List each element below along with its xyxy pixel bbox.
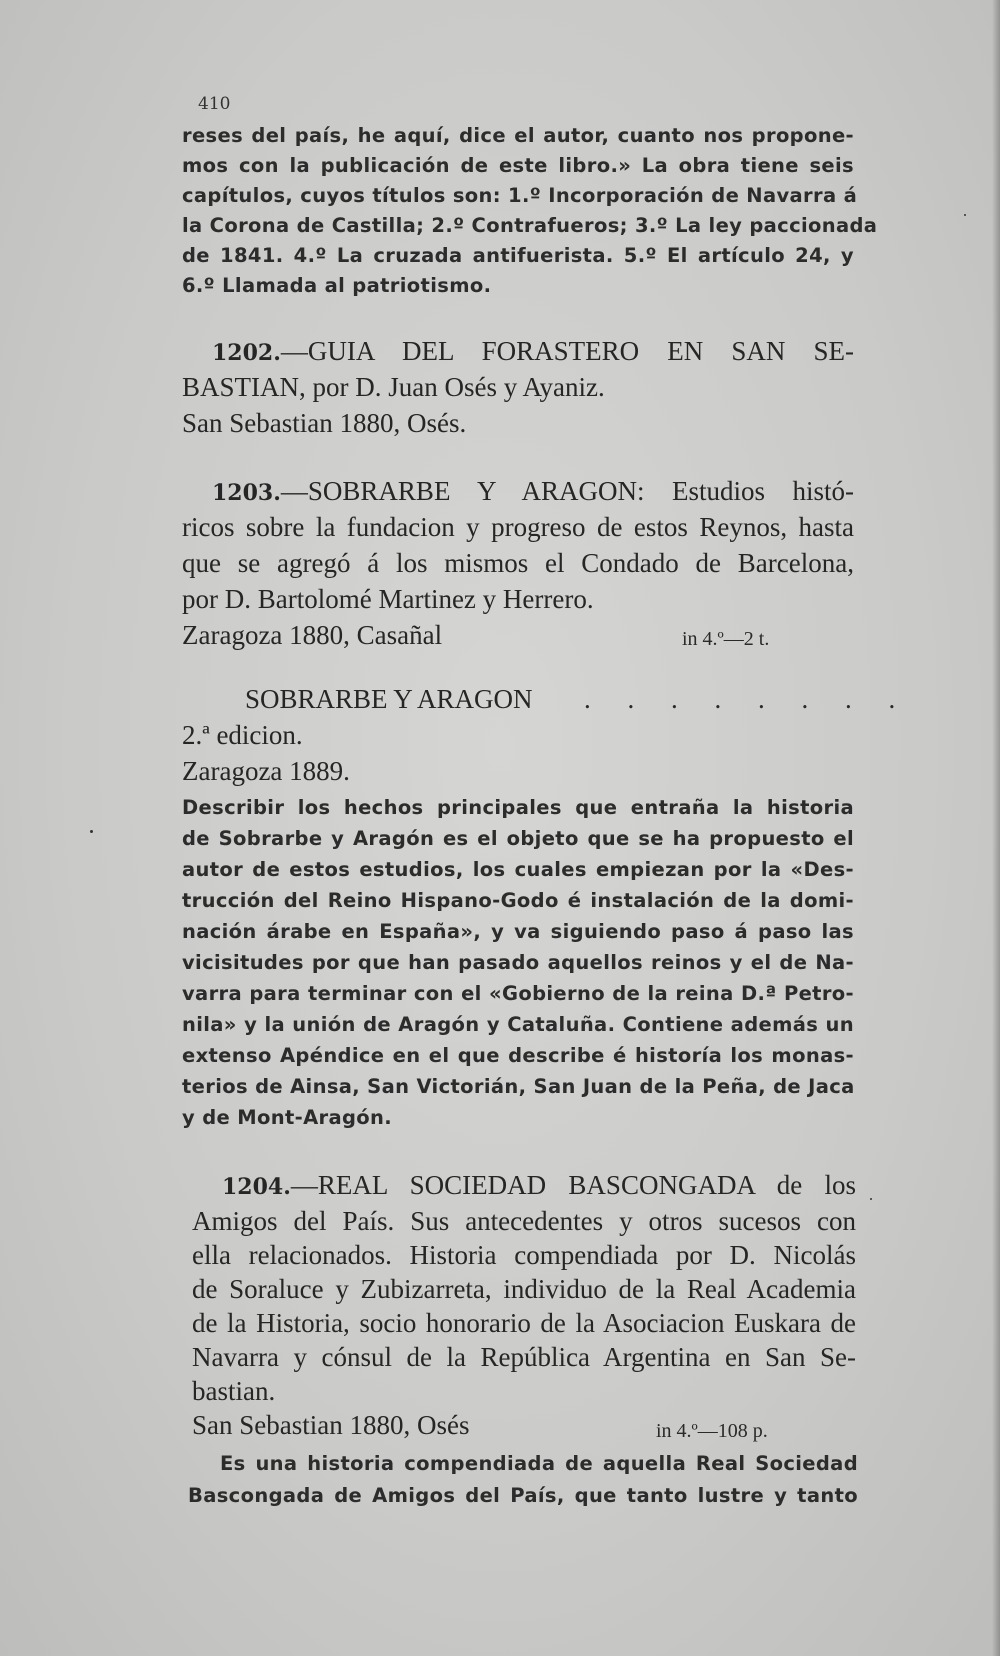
description-line: varra para terminar con el «Gobierno de la reina D.ª Petro- (182, 982, 854, 1005)
intro-line: mos con la publicación de este libro.» La obra tiene seis (182, 154, 854, 177)
entry-title-line: ella relacionados. Historia compendiada por D. Nicolás (192, 1240, 856, 1270)
intro-line: 6.º Llamada al patriotismo. (182, 274, 492, 297)
entry-number: 1204. (222, 1174, 291, 1200)
entry-title-line: Amigos del País. Sus antecedentes y otros sucesos con (192, 1206, 856, 1236)
second-title: SOBRARBE Y ARAGON (245, 684, 533, 714)
entry-number: 1203. (212, 480, 281, 506)
entry-title-line: Navarra y cónsul de la República Argentina en San Se- (192, 1342, 856, 1372)
entry-imprint: San Sebastian 1880, Osés. (182, 408, 467, 438)
entry-imprint: San Sebastian 1880, Osés (192, 1410, 470, 1440)
entry-heading (222, 1170, 856, 1201)
description-line: vicisitudes por que han pasado aquellos reinos y el de Na- (182, 951, 854, 974)
scan-speck (90, 830, 93, 833)
description-line: extenso Apéndice en el que describe é historía los monas- (182, 1044, 854, 1067)
entry-imprint: Zaragoza 1880, Casañal (182, 620, 443, 650)
description-line: trucción del Reino Hispano-Godo é instalación de la domi- (182, 889, 854, 912)
description-line: Es una historia compendiada de aquella Real Sociedad (220, 1452, 858, 1475)
entry-title: —SOBRARBE Y ARAGON: Estudios histó- (280, 476, 854, 506)
entry-title-line: de Soraluce y Zubizarreta, individuo de la Real Academia (192, 1274, 856, 1304)
description-line: Bascongada de Amigos del País, que tanto lustre y tanto (188, 1484, 858, 1507)
description-line: nación árabe en España», y va siguiendo paso á paso las (182, 920, 854, 943)
edition: 2.ª edicion. (182, 720, 303, 750)
scan-speck (964, 214, 966, 216)
entry-title: —GUIA DEL FORASTERO EN SAN SE- (280, 336, 854, 366)
description-line: nila» y la unión de Aragón y Cataluña. Contiene además un (182, 1013, 854, 1036)
entry-format: in 4.º—2 t. (682, 628, 770, 650)
entry-title-line: que se agregó á los mismos el Condado de Barcelona, (182, 548, 854, 578)
description-line: de Sobrarbe y Aragón es el objeto que se ha propuesto el (182, 827, 854, 850)
intro-line: reses del país, he aquí, dice el autor, cuanto nos propone- (182, 124, 854, 147)
entry-heading (212, 476, 854, 507)
scan-speck (870, 1198, 872, 1200)
intro-line: de 1841. 4.º La cruzada antifuerista. 5.º El artículo 24, y (182, 244, 854, 267)
entry-title-line: BASTIAN, por D. Juan Osés y Ayaniz. (182, 372, 605, 402)
page-number: 410 (198, 94, 231, 114)
entry-title-line: por D. Bartolomé Martinez y Herrero. (182, 584, 594, 614)
intro-line: la Corona de Castilla; 2.º Contrafueros; 3.º La ley paccionada (182, 214, 878, 237)
description-line: autor de estos estudios, los cuales empiezan por la «Des- (182, 858, 854, 881)
entry-title: —REAL SOCIEDAD BASCONGADA de los (290, 1170, 856, 1200)
page-edge-shadow (992, 0, 1000, 1656)
entry-title-line: de la Historia, socio honorario de la Asociacion Euskara de (192, 1308, 856, 1338)
entry-title-line: ricos sobre la fundacion y progreso de estos Reynos, hasta (182, 512, 854, 542)
entry-title-line: bastian. (192, 1376, 276, 1406)
leader-dots: . . . . . . . . (584, 684, 911, 714)
second-imprint: Zaragoza 1889. (182, 756, 350, 786)
entry-number: 1202. (212, 340, 281, 366)
description-line: y de Mont-Aragón. (182, 1106, 393, 1129)
entry-heading (212, 336, 854, 367)
description-line: Describir los hechos principales que entraña la historia (182, 796, 854, 819)
intro-line: capítulos, cuyos títulos son: 1.º Incorporación de Navarra á (182, 184, 858, 207)
entry-format: in 4.º—108 p. (656, 1420, 768, 1442)
description-line: terios de Ainsa, San Victorián, San Juan de la Peña, de Jaca (182, 1075, 855, 1098)
